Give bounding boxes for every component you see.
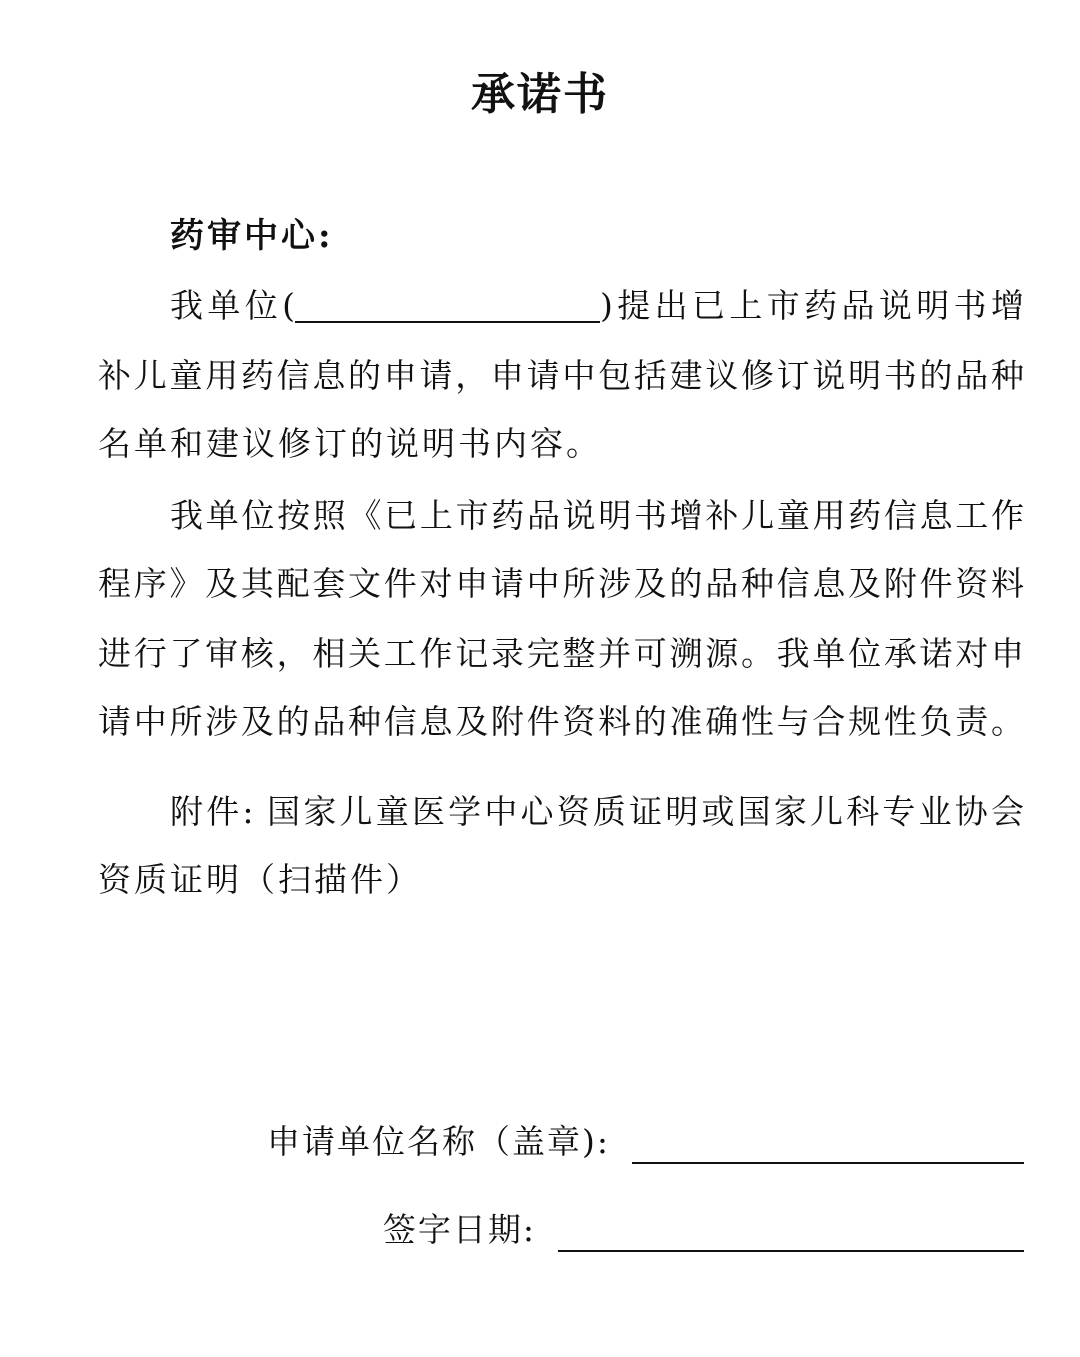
signature-date-blank (558, 1206, 1024, 1252)
applicant-unit-label: 申请单位名称（盖章): (267, 1122, 610, 1161)
paragraph-2-line-1: 我单位按照《已上市药品说明书增补儿童用药信息工作 (170, 496, 1024, 535)
paragraph-1-line-2: 补儿童用药信息的申请，申请中包括建议修订说明书的品种 (98, 356, 1024, 395)
signature-date-row (383, 1200, 1024, 1260)
signature-date-label: 签字日期: (382, 1210, 536, 1249)
document-title: 承诺书 (471, 69, 609, 120)
paragraph-2-line-2: 程序》及其配套文件对申请中所涉及的品种信息及附件资料 (98, 564, 1024, 603)
paragraph-1-prefix: 我单位( (170, 286, 295, 325)
paragraph-2-line-3: 进行了审核，相关工作记录完整并可溯源。我单位承诺对申 (98, 634, 1024, 673)
paragraph-1-line-1 (170, 276, 1024, 336)
salutation: 药审中心: (170, 216, 334, 256)
paragraph-1-suffix: )提出已上市药品说明书增 (600, 286, 1024, 325)
paragraph-1-line-3: 名单和建议修订的说明书内容。 (98, 424, 602, 463)
attachment-line-1: 附件: 国家儿童医学中心资质证明或国家儿科专业协会 (170, 792, 1024, 831)
applicant-unit-blank (632, 1118, 1024, 1164)
applicant-unit-row (267, 1112, 1024, 1172)
paragraph-2-line-4: 请中所涉及的品种信息及附件资料的准确性与合规性负责。 (98, 702, 1024, 741)
attachment-line-2: 资质证明（扫描件） (98, 860, 422, 899)
unit-name-blank (295, 285, 600, 323)
